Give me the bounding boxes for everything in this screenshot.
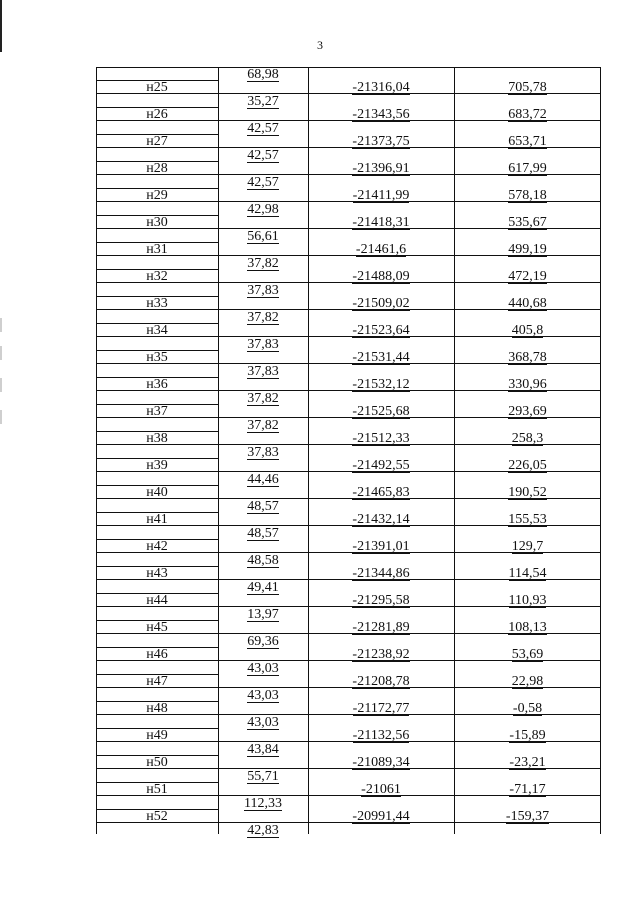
segment-length: 37,82: [247, 418, 279, 433]
point-name: н41: [146, 512, 168, 527]
coordinate-y: 578,18: [508, 188, 547, 203]
coordinate-x: -21396,91: [352, 161, 410, 176]
point-name: н49: [146, 728, 168, 743]
point-name: н45: [146, 620, 168, 635]
coordinate-x: -21411,99: [352, 188, 410, 203]
point-name: н48: [146, 701, 168, 716]
coordinate-y: -15,89: [509, 728, 546, 743]
segment-length: 42,57: [247, 175, 279, 190]
coordinate-x: -21343,56: [352, 107, 410, 122]
coordinate-y: -0,58: [512, 701, 543, 716]
coordinate-x: -21465,83: [352, 485, 410, 500]
coordinate-x: -21238,92: [352, 647, 410, 662]
table-row: [96, 715, 601, 742]
coordinate-y: 705,78: [508, 80, 547, 95]
table-row: [96, 229, 601, 256]
table-row: [96, 310, 601, 337]
point-name: н39: [146, 458, 168, 473]
coordinate-y: 53,69: [511, 647, 544, 662]
segment-length: 37,83: [247, 283, 279, 298]
table-row: [96, 337, 601, 364]
point-name: н34: [146, 323, 168, 338]
coordinate-y: 472,19: [508, 269, 547, 284]
segment-length: 37,82: [247, 310, 279, 325]
point-name: н44: [146, 593, 168, 608]
coordinate-x: -21532,12: [352, 377, 410, 392]
segment-length: 48,57: [247, 499, 279, 514]
coordinate-y: 190,52: [508, 485, 547, 500]
coordinate-y: -71,17: [509, 782, 546, 797]
segment-length: 37,83: [247, 445, 279, 460]
coordinate-y: 617,99: [508, 161, 547, 176]
coordinate-y: 535,67: [508, 215, 547, 230]
table-row: [96, 472, 601, 499]
point-name: н43: [146, 566, 168, 581]
coordinate-y: 129,7: [511, 539, 544, 554]
point-name: н37: [146, 404, 168, 419]
point-name: н26: [146, 107, 168, 122]
table-row: [96, 202, 601, 229]
coordinate-x: -21509,02: [352, 296, 410, 311]
segment-length: 43,84: [247, 742, 279, 757]
point-name: н52: [146, 809, 168, 824]
coordinate-x: -21492,55: [352, 458, 410, 473]
coordinate-x: -21132,56: [352, 728, 410, 743]
coordinate-y: 653,71: [508, 134, 547, 149]
table-row: [96, 67, 601, 94]
point-name: н36: [146, 377, 168, 392]
table-row: [96, 580, 601, 607]
segment-length: 68,98: [247, 67, 279, 82]
coordinate-y: 683,72: [508, 107, 547, 122]
table-row: [96, 148, 601, 175]
coordinate-x: -21531,44: [352, 350, 410, 365]
coordinate-y: 368,78: [508, 350, 547, 365]
coordinate-x: -21373,75: [352, 134, 410, 149]
point-name: н50: [146, 755, 168, 770]
point-name: н30: [146, 215, 168, 230]
page-number: 3: [317, 38, 323, 52]
segment-length: 42,57: [247, 148, 279, 163]
coordinate-y: 405,8: [511, 323, 544, 338]
table-row: [96, 391, 601, 418]
segment-length: 49,41: [247, 580, 279, 595]
table-row: [96, 526, 601, 553]
segment-length: 43,03: [247, 715, 279, 730]
segment-length: 43,03: [247, 661, 279, 676]
table-row: [96, 445, 601, 472]
segment-length: 69,36: [247, 634, 279, 649]
point-name: н28: [146, 161, 168, 176]
point-name: н35: [146, 350, 168, 365]
coordinate-y: 293,69: [508, 404, 547, 419]
coordinate-x: -21316,04: [352, 80, 410, 95]
coordinate-x: -21295,58: [352, 593, 410, 608]
coordinate-y: 114,54: [508, 566, 547, 581]
coordinate-y: -23,21: [509, 755, 546, 770]
segment-length: 37,83: [247, 337, 279, 352]
table-row: [96, 688, 601, 715]
table-row: [96, 175, 601, 202]
coordinate-x: -21089,34: [352, 755, 410, 770]
segment-length: 42,83: [247, 823, 279, 838]
segment-length: 55,71: [247, 769, 279, 784]
point-name: н27: [146, 134, 168, 149]
coordinate-x: -21061: [361, 782, 401, 797]
coordinate-x: -21432,14: [352, 512, 410, 527]
point-name: н32: [146, 269, 168, 284]
point-name: н31: [146, 242, 168, 257]
segment-length: 35,27: [247, 94, 279, 109]
coordinate-x: -21344,86: [352, 566, 410, 581]
coordinate-x: -21488,09: [352, 269, 410, 284]
segment-length: 112,33: [244, 796, 282, 811]
coordinate-x: -21523,64: [352, 323, 410, 338]
segment-length: 48,57: [247, 526, 279, 541]
coordinate-x: -21512,33: [352, 431, 410, 446]
segment-length: 56,61: [247, 229, 279, 244]
table-row: [96, 742, 601, 769]
segment-length: 37,82: [247, 256, 279, 271]
coordinate-x: -20991,44: [352, 809, 410, 824]
coordinate-x: -21461,6: [355, 242, 407, 257]
segment-length: 37,83: [247, 364, 279, 379]
table-row: [96, 553, 601, 580]
table-row: [96, 499, 601, 526]
point-name: н51: [146, 782, 168, 797]
table-row: [96, 769, 601, 796]
point-name: н42: [146, 539, 168, 554]
point-name: н47: [146, 674, 168, 689]
coordinate-y: 440,68: [508, 296, 547, 311]
coordinate-x: -21208,78: [352, 674, 410, 689]
coordinate-y: 108,13: [508, 620, 547, 635]
table-row: [96, 256, 601, 283]
segment-length: 37,82: [247, 391, 279, 406]
coordinate-x: -21525,68: [352, 404, 410, 419]
table-row: [96, 796, 601, 823]
table-row: [96, 634, 601, 661]
point-name: н38: [146, 431, 168, 446]
coordinate-y: 330,96: [508, 377, 547, 392]
point-name: н29: [146, 188, 168, 203]
coordinate-y: 226,05: [508, 458, 547, 473]
segment-length: 43,03: [247, 688, 279, 703]
coordinate-y: -159,37: [505, 809, 550, 824]
coordinate-x: -21418,31: [352, 215, 410, 230]
table-row: [96, 364, 601, 391]
coordinate-y: 499,19: [508, 242, 547, 257]
coordinate-x: -21391,01: [352, 539, 410, 554]
point-name: н40: [146, 485, 168, 500]
coordinate-y: 258,3: [511, 431, 544, 446]
point-name: н25: [146, 80, 168, 95]
point-name: н33: [146, 296, 168, 311]
table-row: [96, 661, 601, 688]
point-name: н46: [146, 647, 168, 662]
table-row: [96, 283, 601, 310]
segment-length: 44,46: [247, 472, 279, 487]
segment-length: 48,58: [247, 553, 279, 568]
coordinate-x: -21172,77: [352, 701, 410, 716]
table-row: [96, 607, 601, 634]
coordinate-y: 22,98: [511, 674, 544, 689]
segment-length: 42,57: [247, 121, 279, 136]
segment-length: 42,98: [247, 202, 279, 217]
coordinate-y: 110,93: [508, 593, 547, 608]
table-row: [96, 418, 601, 445]
coordinate-y: 155,53: [508, 512, 547, 527]
table-row: [96, 121, 601, 148]
table-row: [96, 94, 601, 121]
coordinate-x: -21281,89: [352, 620, 410, 635]
segment-length: 13,97: [247, 607, 279, 622]
